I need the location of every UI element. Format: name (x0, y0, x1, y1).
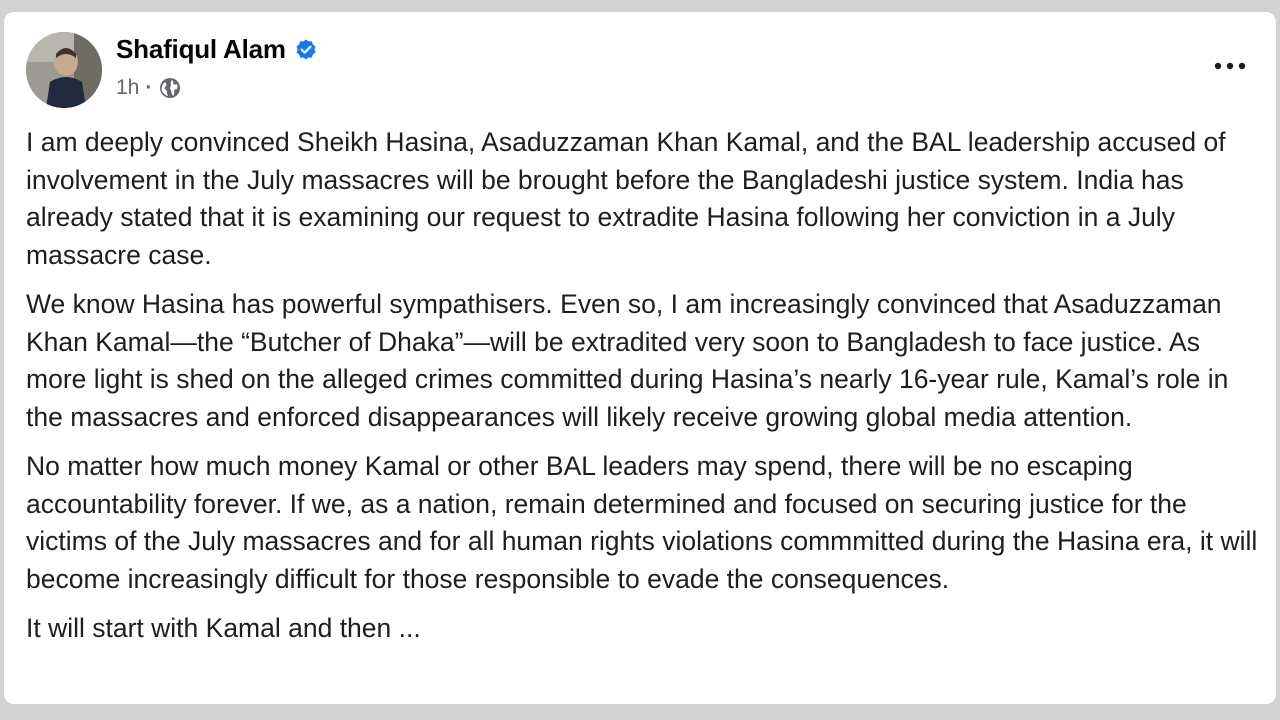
more-options-button[interactable] (1206, 50, 1254, 82)
verified-badge-icon (294, 38, 318, 62)
post-paragraph: I am deeply convinced Sheikh Hasina, Asaduzzaman Khan Kamal, and the BAL leadership accused of involvement in the July massacres will be brought before the Bangladeshi justice system. India has already stated that it is examining our request to extradite Hasina following her conviction in a July massacre case. (26, 127, 1226, 270)
post-timestamp[interactable]: 1h (116, 76, 140, 99)
facebook-post-card (4, 12, 1276, 704)
post-meta (116, 76, 182, 100)
meta-separator: · (145, 76, 153, 99)
avatar-photo (26, 32, 102, 108)
more-options-icon (1214, 62, 1246, 70)
post-paragraph: It will start with Kamal and then ... (26, 613, 421, 643)
avatar[interactable] (26, 32, 102, 108)
post-text (26, 124, 1266, 660)
author-name[interactable]: Shafiqul Alam (116, 34, 286, 64)
globe-icon[interactable] (158, 76, 182, 100)
author-row (116, 34, 318, 65)
post-paragraph: We know Hasina has powerful sympathisers. Even so, I am increasingly convinced that Asaduzzaman Khan Kamal—the “Butcher of Dhaka”—will be extradited very soon to Bangladesh to face justice. As more light is shed on the alleged crimes committed during Hasina’s nearly 16-year rule, Kamal’s role in the massacres and enforced disappearances will likely receive growing global media attention. (26, 289, 1229, 432)
post-paragraph: No matter how much money Kamal or other BAL leaders may spend, there will be no escaping accountability forever. If we, as a nation, remain determined and focused on securing justice for the victims of the July massacres and for all human rights violations commmitted during the Hasina era, it will become increasingly difficult for those responsible to evade the consequences. (26, 451, 1258, 594)
